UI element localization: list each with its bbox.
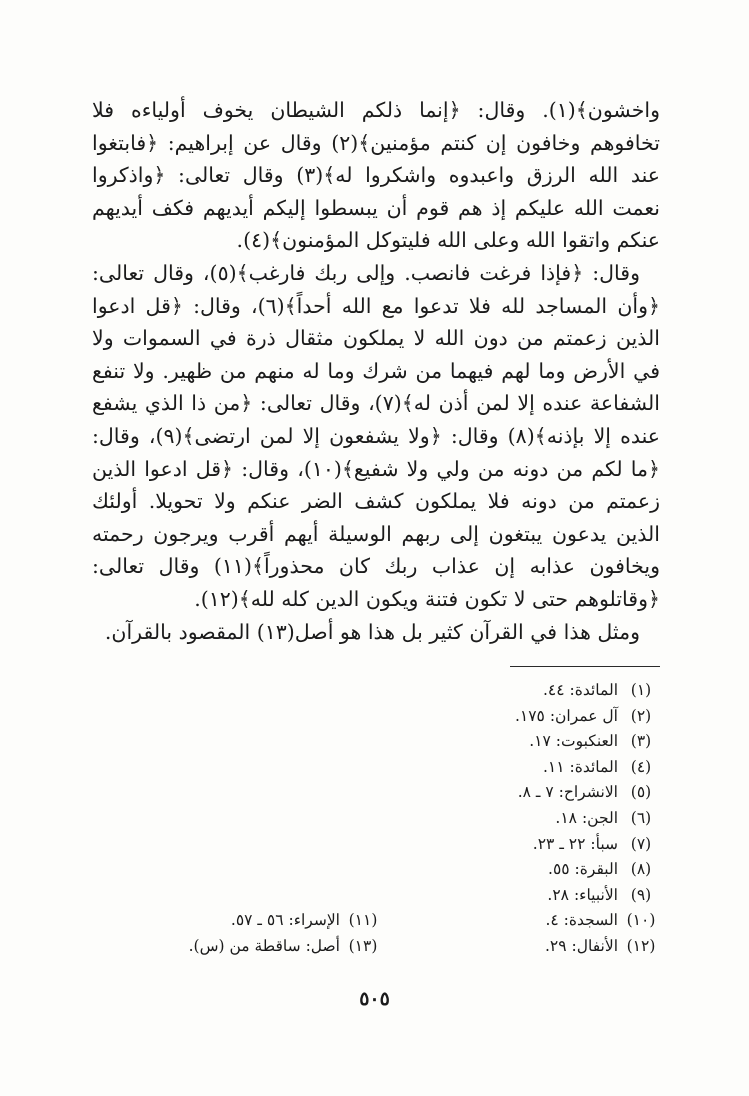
footnote-item: (٨) البقرة: ٥٥.	[548, 860, 652, 879]
footnotes-right-column	[400, 678, 660, 960]
main-text	[92, 94, 660, 648]
footnote-item: (١٣) أصل: ساقطة من (س).	[188, 936, 378, 955]
footnotes-left-column	[122, 908, 382, 959]
footnote-item: (١٠) السجدة: ٤.	[545, 911, 656, 930]
footnote-item: (٩) الأنبياء: ٢٨.	[547, 885, 652, 904]
footnote-separator	[510, 666, 660, 667]
page-number: ٥٠٥	[359, 988, 390, 1010]
footnote-item: (٢) آل عمران: ١٧٥.	[514, 706, 652, 725]
footnote-item: (١) المائدة: ٤٤.	[542, 681, 652, 699]
footnote-item: (٥) الانشراح: ٧ ـ ٨.	[517, 783, 652, 802]
footnote-item: (٦) الجن: ١٨.	[555, 808, 652, 827]
footnote-item: (٧) سبأ: ٢٢ ـ ٢٣.	[532, 834, 652, 853]
paragraph-1: واخشون﴾(١). وقال: ﴿إنما ذلكم الشيطان يخوف أولياءه فلا تخافوهم وخافون إن كنتم مؤمنين﴾(٢) وقال عن إبراهيم: ﴿فابتغوا عند الله الرزق واعبدوه واشكروا له﴾(٣) وقال تعالى: ﴿واذكروا نعمت الله عليكم إذ هم قوم أن يبسطوا إليكم أيديهم فكف أيديهم عنكم واتقوا الله وعلى الله فليتوكل المؤمنون﴾(٤).	[92, 98, 660, 253]
footnote-item: (١١) الإسراء: ٥٦ ـ ٥٧.	[230, 911, 378, 929]
footnote-item: (٣) العنكبوت: ١٧.	[529, 732, 652, 751]
paragraph-2: وقال: ﴿فإذا فرغت فانصب. وإلى ربك فارغب﴾(٥)، وقال تعالى: ﴿وأن المساجد لله فلا تدعوا مع الله أحداً﴾(٦)، وقال: ﴿قل ادعوا الذين زعمتم من دون الله لا يملكون مثقال ذرة في السموات ولا في الأرض وما لهم فيهما من شرك وما له منهم من ظهير. ولا تنفع الشفاعة عنده إلا لمن أذن له﴾(٧)، وقال تعالى: ﴿من ذا الذي يشفع عنده إلا بإذنه﴾(٨) وقال: ﴿ولا يشفعون إلا لمن ارتضى﴾(٩)، وقال: ﴿ما لكم من دونه من ولي ولا شفيع﴾(١٠)، وقال: ﴿قل ادعوا الذين زعمتم من دونه فلا يملكون كشف الضر عنكم ولا تحويلا. أولئك الذين يدعون يبتغون إلى ربهم الوسيلة أيهم أقرب ويرجون رحمته ويخافون عذابه إن عذاب ربك كان محذوراً﴾(١١) وقال تعالى: ﴿وقاتلوهم حتى لا تكون فتنة ويكون الدين كله لله﴾(١٢).	[92, 260, 661, 611]
footnote-item: (٤) المائدة: ١١.	[542, 757, 652, 776]
footnote-item: (١٢) الأنفال: ٢٩.	[544, 936, 656, 955]
paragraph-3: ومثل هذا في القرآن كثير بل هذا هو أصل(١٣) المقصود بالقرآن.	[104, 619, 640, 644]
